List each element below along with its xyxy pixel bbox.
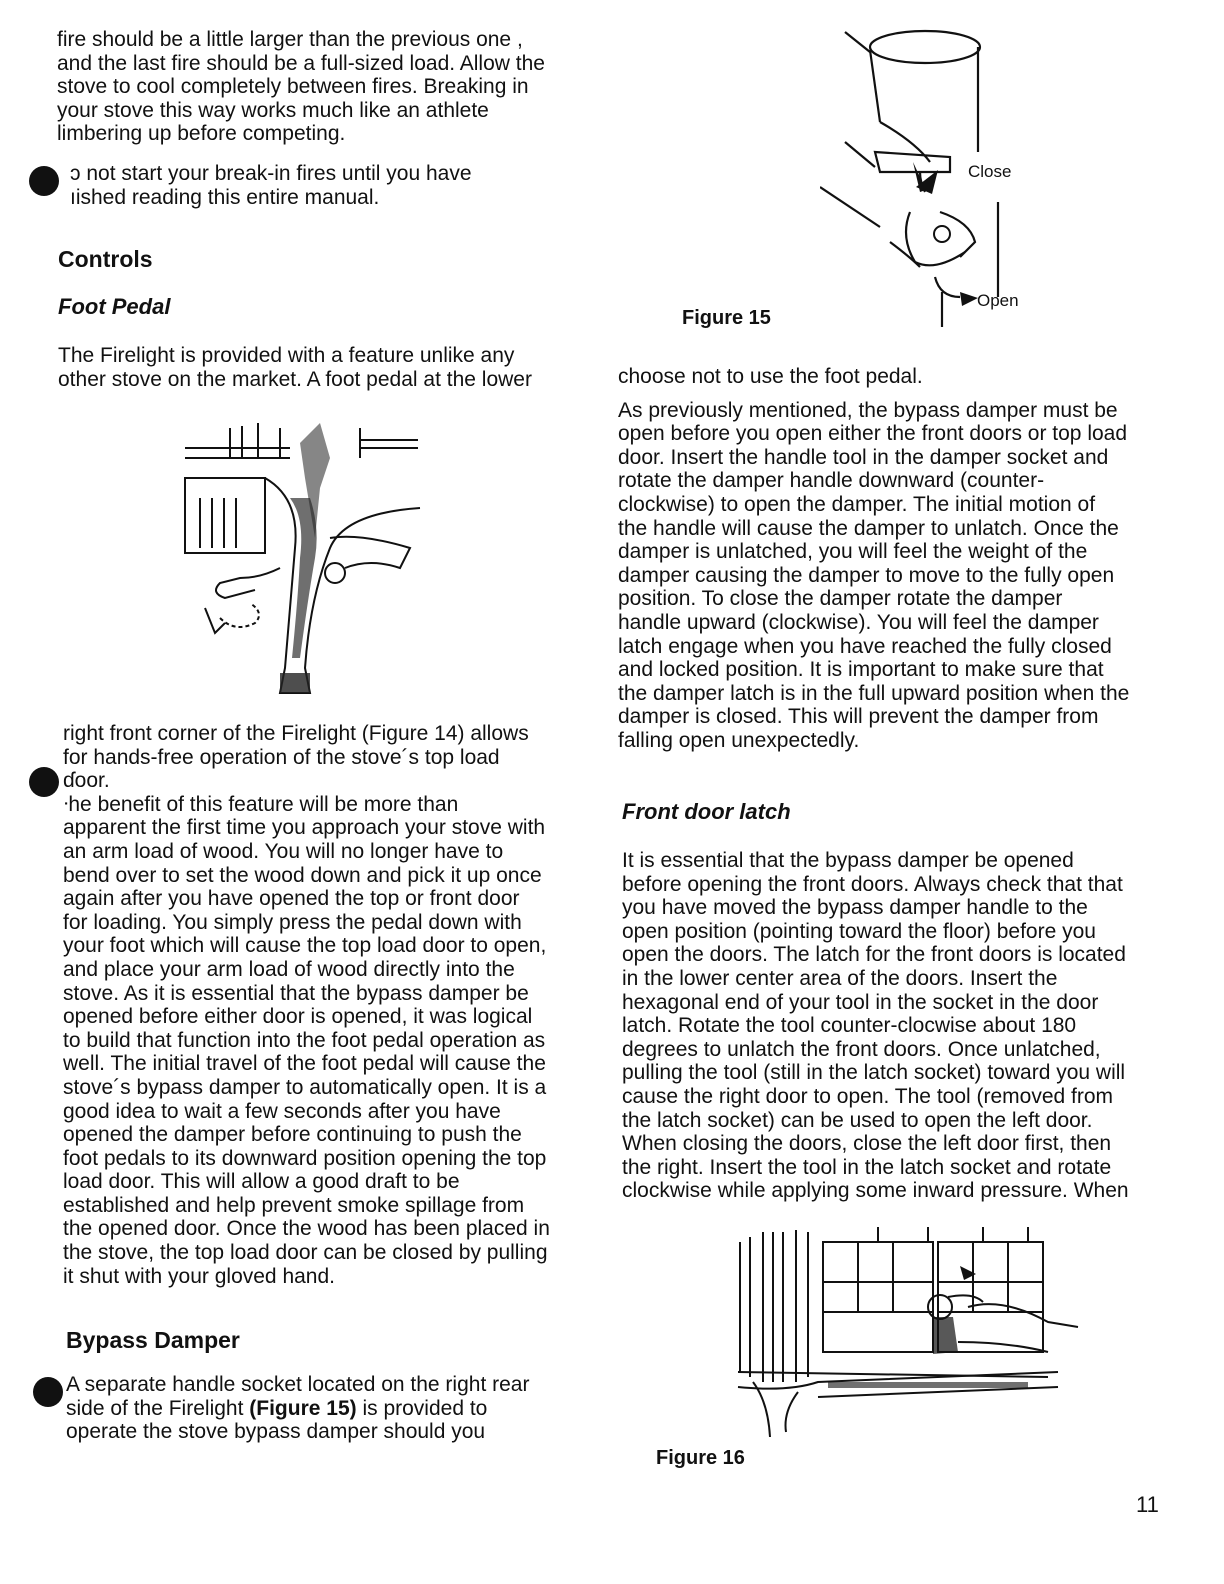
bypass-line-2-post: is provided to <box>356 1396 488 1420</box>
note-line: ıished reading this entire manual. <box>70 185 380 209</box>
foot-pedal-line: apparent the first time you approach your stove with <box>63 816 546 840</box>
intro-paragraph <box>57 28 545 146</box>
damper-line: rotate the damper handle downward (counter- <box>618 469 1045 493</box>
foot-pedal-line: for hands-free operation of the stove´s top load <box>63 745 500 769</box>
intro-line: limbering up before competing. <box>57 122 346 146</box>
foot-pedal-line: bend over to set the wood down and pick it up once <box>63 863 542 887</box>
foot-pedal-line: stove´s bypass damper to automatically open. It is a <box>63 1075 547 1099</box>
foot-pedal-line: foot pedals to its downward position opening the top <box>63 1146 547 1170</box>
front-door-line: When closing the doors, close the left door first, then <box>622 1132 1112 1156</box>
figure-15-close-label: Close <box>968 162 1012 181</box>
foot-pedal-line: your foot which will cause the top load door to open, <box>63 934 547 958</box>
damper-line: damper is closed. This will prevent the damper from <box>618 705 1099 729</box>
figure-15-caption: Figure 15 <box>682 307 771 329</box>
figure-15-reference: (Figure 15) <box>249 1396 357 1420</box>
bypass-line-2-pre: side of the Firelight <box>66 1396 250 1420</box>
foot-pedal-intro <box>58 344 532 391</box>
hole-punch-dot-icon <box>29 767 59 797</box>
intro-line: and the last fire should be a full-sized load. Allow the <box>57 51 545 75</box>
front-door-line: open the doors. The latch for the front doors is located <box>622 943 1126 967</box>
hole-punch-dot-icon <box>29 166 59 196</box>
front-door-latch-illustration-icon <box>728 1222 1088 1442</box>
front-door-line: latch. Rotate the tool counter-clocwise about 180 <box>622 1014 1077 1038</box>
damper-line: latch engage when you have reached the fully closed <box>618 634 1112 658</box>
front-door-line: open position (pointing toward the floor) before you <box>622 919 1096 943</box>
foot-pedal-intro-line: other stove on the market. A foot pedal at the lower <box>58 367 532 391</box>
foot-pedal-illustration-icon <box>180 418 425 703</box>
damper-line: clockwise) to open the damper. The initial motion of <box>618 492 1096 516</box>
front-door-line: cause the right door to open. The tool (removed from <box>622 1084 1114 1108</box>
damper-line: the damper latch is in the full upward position when the <box>618 681 1130 705</box>
note-line: ɔ not start your break-in fires until you have <box>70 162 472 185</box>
hole-punch-dot-icon <box>33 1377 63 1407</box>
damper-line: damper is unlatched, you will feel the weight of the <box>618 540 1088 564</box>
foot-pedal-line: to build that function into the foot pedal operation as <box>63 1028 546 1052</box>
intro-line: your stove this way works much like an athlete <box>57 98 489 122</box>
page-number: 11 <box>1136 1492 1159 1517</box>
foot-pedal-line: ɗoor. <box>63 769 110 793</box>
bypass-damper-heading: Bypass Damper <box>66 1327 240 1353</box>
foot-pedal-line: good idea to wait a few seconds after you have <box>63 1099 501 1123</box>
foot-pedal-intro-line: The Firelight is provided with a feature unlike any <box>58 344 515 367</box>
front-door-line: degrees to unlatch the front doors. Once unlatched, <box>622 1037 1101 1061</box>
front-door-line: you have moved the bypass damper handle to the <box>622 896 1088 920</box>
damper-line: As previously mentioned, the bypass damper must be <box>618 398 1118 422</box>
intro-line: stove to cool completely between fires. Breaking in <box>57 75 529 99</box>
foot-pedal-line: established and help prevent smoke spillage from <box>63 1193 525 1217</box>
controls-heading: Controls <box>58 246 153 272</box>
foot-pedal-line: stove. As it is essential that the bypass damper be <box>63 981 529 1005</box>
figure-16-caption: Figure 16 <box>656 1447 745 1469</box>
front-door-line: pulling the tool (still in the latch socket) toward you will <box>622 1061 1126 1085</box>
front-door-latch-heading: Front door latch <box>622 799 791 824</box>
foot-pedal-line: ᐧhe benefit of this feature will be more than <box>63 792 459 816</box>
front-door-line: in the lower center area of the doors. Insert the <box>622 966 1058 990</box>
foot-pedal-line: load door. This will allow a good draft to be <box>63 1170 460 1194</box>
foot-pedal-text <box>63 722 550 1288</box>
front-door-line: the latch socket) can be used to open the left door. <box>622 1108 1093 1132</box>
front-door-line: clockwise while applying some inward pressure. When <box>622 1179 1129 1203</box>
damper-line: position. To close the damper rotate the damper <box>618 587 1063 611</box>
foot-pedal-heading: Foot Pedal <box>58 294 171 319</box>
foot-pedal-line: right front corner of the Firelight (Figure 14) allows <box>63 722 529 745</box>
damper-line: open before you open either the front doors or top load <box>618 422 1128 446</box>
damper-line: falling open unexpectedly. <box>618 728 860 752</box>
damper-line: choose not to use the foot pedal. <box>618 365 923 388</box>
bypass-line-2 <box>66 1397 529 1421</box>
foot-pedal-line: for loading. You simply press the pedal down with <box>63 910 522 934</box>
damper-text <box>618 365 1129 753</box>
foot-pedal-line: it shut with your gloved hand. <box>63 1264 335 1288</box>
foot-pedal-line: again after you have opened the top or front door <box>63 887 520 911</box>
damper-line: handle upward (clockwise). You will feel the damper <box>618 610 1099 634</box>
foot-pedal-line: opened before either door is opened, it was logical <box>63 1005 533 1029</box>
front-door-line: the right. Insert the tool in the latch socket and rotate <box>622 1155 1112 1179</box>
front-door-line: before opening the front doors. Always check that that <box>622 872 1123 896</box>
front-door-line: It is essential that the bypass damper be opened <box>622 849 1074 872</box>
bypass-line-1: A separate handle socket located on the right rear <box>66 1373 530 1396</box>
damper-line: the handle will cause the damper to unlatch. Once the <box>618 516 1119 540</box>
bypass-line-3: operate the stove bypass damper should you <box>66 1420 486 1444</box>
foot-pedal-line: an arm load of wood. You will no longer have to <box>63 839 504 863</box>
damper-line: door. Insert the handle tool in the damper socket and <box>618 445 1109 469</box>
damper-line: and locked position. It is important to make sure that <box>618 658 1104 682</box>
front-door-line: hexagonal end of your tool in the socket in the door <box>622 990 1099 1014</box>
bypass-damper-text <box>66 1373 529 1444</box>
foot-pedal-line: opened the damper before continuing to push the <box>63 1123 522 1147</box>
break-in-note <box>70 162 472 209</box>
foot-pedal-line: well. The initial travel of the foot pedal will cause the <box>63 1052 546 1076</box>
foot-pedal-line: and place your arm load of wood directly into the <box>63 957 515 981</box>
intro-line: fire should be a little larger than the previous one , <box>57 28 523 51</box>
damper-line: damper causing the damper to move to the fully open <box>618 563 1115 587</box>
foot-pedal-line: the stove, the top load door can be closed by pulling <box>63 1241 548 1265</box>
front-door-text <box>622 849 1129 1203</box>
figure-15-open-label: Open <box>977 291 1019 310</box>
foot-pedal-line: the opened door. Once the wood has been placed in <box>63 1217 550 1241</box>
